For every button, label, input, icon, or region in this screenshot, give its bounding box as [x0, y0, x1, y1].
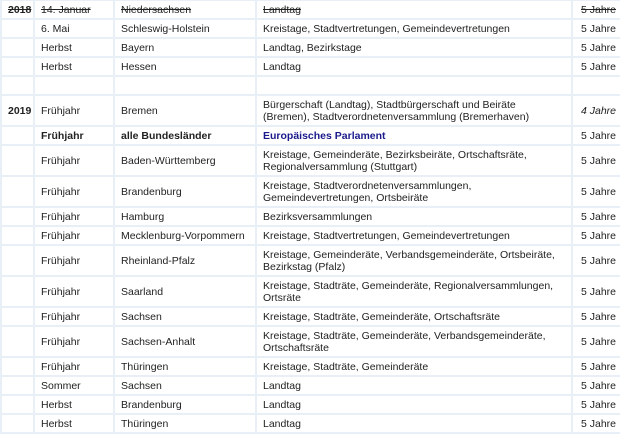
state-cell [114, 76, 256, 95]
bodies-cell: Landtag [256, 414, 572, 433]
year-cell [1, 245, 34, 276]
date-cell: Sommer [34, 376, 114, 395]
term-cell: 4 Jahre [572, 95, 620, 126]
year-cell [1, 145, 34, 176]
term-cell: 5 Jahre [572, 0, 620, 19]
state-cell: Bayern [114, 38, 256, 57]
bodies-cell: Kreistage, Stadträte, Gemeinderäte [256, 357, 572, 376]
table-row [1, 145, 620, 176]
term-cell: 5 Jahre [572, 19, 620, 38]
table-row [1, 207, 620, 226]
date-cell: Frühjahr [34, 326, 114, 357]
bodies-cell: Landtag, Bezirkstage [256, 38, 572, 57]
bodies-cell [256, 126, 572, 145]
bodies-cell: Kreistage, Gemeinderäte, Verbandsgemeinderäte, Ortsbeiräte, Bezirkstag (Pfalz) [256, 245, 572, 276]
bodies-cell [256, 76, 572, 95]
bodies-cell: Bürgerschaft (Landtag), Stadtbürgerschaft und Beiräte (Bremen), Stadtverordnetenversammlung (Bremerhaven) [256, 95, 572, 126]
term-cell: 5 Jahre [572, 276, 620, 307]
date-cell: Herbst [34, 57, 114, 76]
table-row [1, 245, 620, 276]
table-row [1, 176, 620, 207]
table-row [1, 38, 620, 57]
state-cell: Brandenburg [114, 176, 256, 207]
year-cell: 2018 [1, 0, 34, 19]
term-cell: 5 Jahre [572, 145, 620, 176]
year-cell [1, 76, 34, 95]
table-row [1, 126, 620, 145]
term-cell: 5 Jahre [572, 326, 620, 357]
date-cell [34, 76, 114, 95]
state-cell: Thüringen [114, 414, 256, 433]
europaeisches-parlament-link[interactable]: Europäisches Parlament [263, 129, 386, 142]
table-row [1, 19, 620, 38]
state-cell: Baden-Württemberg [114, 145, 256, 176]
table-row [1, 0, 620, 19]
bodies-cell: Kreistage, Stadträte, Gemeinderäte, Verbandsgemeinderäte, Ortschaftsräte [256, 326, 572, 357]
state-cell: Niedersachsen [114, 0, 256, 19]
state-cell: Bremen [114, 95, 256, 126]
state-cell: Saarland [114, 276, 256, 307]
year-cell [1, 207, 34, 226]
term-cell: 5 Jahre [572, 376, 620, 395]
date-cell: Frühjahr [34, 245, 114, 276]
year-cell [1, 19, 34, 38]
term-cell: 5 Jahre [572, 245, 620, 276]
year-cell [1, 414, 34, 433]
state-cell: Thüringen [114, 357, 256, 376]
date-cell: Frühjahr [34, 145, 114, 176]
year-cell [1, 326, 34, 357]
term-cell: 5 Jahre [572, 414, 620, 433]
year-cell [1, 176, 34, 207]
bodies-cell: Kreistage, Stadtverordnetenversammlungen, Gemeindevertretungen, Ortsbeiräte [256, 176, 572, 207]
bodies-cell: Kreistage, Stadtvertretungen, Gemeindevertretungen [256, 19, 572, 38]
date-cell: Frühjahr [34, 307, 114, 326]
year-cell [1, 276, 34, 307]
table-row [1, 95, 620, 126]
date-cell: Frühjahr [34, 176, 114, 207]
year-cell [1, 376, 34, 395]
year-cell [1, 226, 34, 245]
term-cell: 5 Jahre [572, 226, 620, 245]
state-cell: Schleswig-Holstein [114, 19, 256, 38]
date-cell: Herbst [34, 38, 114, 57]
term-cell: 5 Jahre [572, 176, 620, 207]
date-cell: Herbst [34, 414, 114, 433]
table-row [1, 307, 620, 326]
term-cell: 5 Jahre [572, 38, 620, 57]
bodies-cell: Landtag [256, 57, 572, 76]
state-cell: Rheinland-Pfalz [114, 245, 256, 276]
date-cell: Frühjahr [34, 95, 114, 126]
bodies-cell: Landtag [256, 0, 572, 19]
state-cell: Sachsen [114, 376, 256, 395]
bodies-cell: Kreistage, Stadtvertretungen, Gemeindevertretungen [256, 226, 572, 245]
table-row [1, 376, 620, 395]
term-cell: 5 Jahre [572, 207, 620, 226]
year-cell [1, 307, 34, 326]
table-row [1, 326, 620, 357]
date-cell: 14. Januar [34, 0, 114, 19]
date-cell: Frühjahr [34, 357, 114, 376]
table-row [1, 414, 620, 433]
year-cell [1, 395, 34, 414]
table-row [1, 395, 620, 414]
year-cell [1, 38, 34, 57]
date-cell: Frühjahr [34, 207, 114, 226]
term-cell: 5 Jahre [572, 126, 620, 145]
state-cell: Hessen [114, 57, 256, 76]
table-row [1, 276, 620, 307]
year-cell [1, 57, 34, 76]
state-cell: Sachsen [114, 307, 256, 326]
term-cell: 5 Jahre [572, 357, 620, 376]
date-cell: Frühjahr [34, 126, 114, 145]
term-cell: 5 Jahre [572, 57, 620, 76]
date-cell: 6. Mai [34, 19, 114, 38]
state-cell: Mecklenburg-Vorpommern [114, 226, 256, 245]
table-row [1, 226, 620, 245]
bodies-cell: Landtag [256, 376, 572, 395]
state-cell: Brandenburg [114, 395, 256, 414]
table-row [1, 357, 620, 376]
bodies-cell: Landtag [256, 395, 572, 414]
date-cell: Herbst [34, 395, 114, 414]
year-cell: 2019 [1, 95, 34, 126]
bodies-cell: Bezirksversammlungen [256, 207, 572, 226]
bodies-cell: Kreistage, Stadträte, Gemeinderäte, Ortschaftsräte [256, 307, 572, 326]
state-cell: alle Bundesländer [114, 126, 256, 145]
term-cell: 5 Jahre [572, 307, 620, 326]
bodies-cell: Kreistage, Gemeinderäte, Bezirksbeiräte, Ortschaftsräte, Regionalversammlung (Stuttgart) [256, 145, 572, 176]
spacer-row [1, 76, 620, 95]
term-cell [572, 76, 620, 95]
state-cell: Sachsen-Anhalt [114, 326, 256, 357]
year-cell [1, 126, 34, 145]
bodies-cell: Kreistage, Stadträte, Gemeinderäte, Regionalversammlungen, Ortsräte [256, 276, 572, 307]
state-cell: Hamburg [114, 207, 256, 226]
term-cell: 5 Jahre [572, 395, 620, 414]
year-cell [1, 357, 34, 376]
date-cell: Frühjahr [34, 226, 114, 245]
table-row [1, 57, 620, 76]
date-cell: Frühjahr [34, 276, 114, 307]
